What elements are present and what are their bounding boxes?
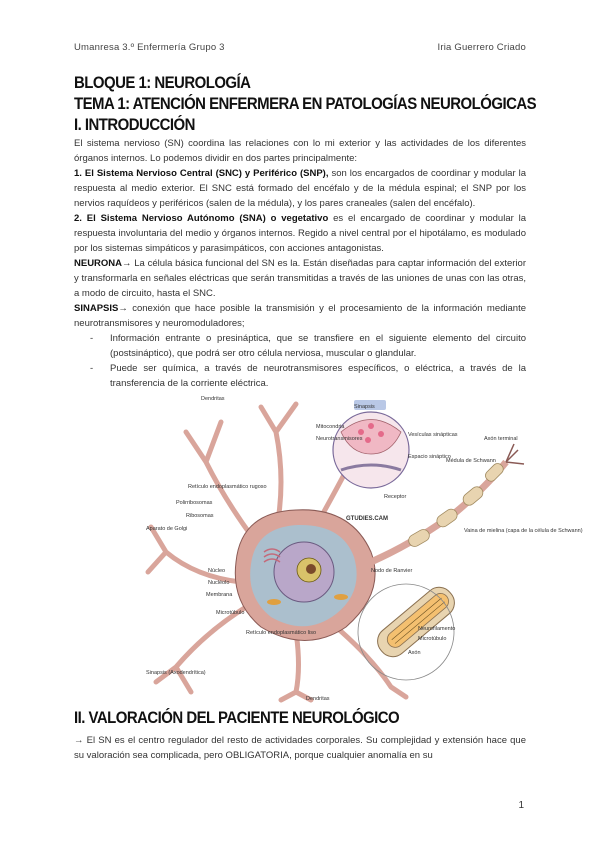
main-content [74, 72, 537, 391]
neurona-bold: NEURONA→ [74, 258, 132, 269]
label-axon: Axón [408, 650, 421, 656]
sna-text: es el encargado de coordinar y modular la respuesta involuntaria del medio y órganos internos. Regido a nivel central por el hipotálamo, es modulado por los sistemas simpáticos y parasimpáticos, con acciones antagonistas. [74, 213, 527, 254]
snc-paragraph [74, 166, 526, 211]
label-axon-terminal: Axón terminal [484, 436, 518, 442]
sinapsis-paragraph [74, 301, 526, 331]
sna-bold: 2. El Sistema Nervioso Autónomo (SNA) o vegetativo [74, 213, 329, 224]
page-number: 1 [518, 800, 524, 811]
header-right: Iria Guerrero Criado [437, 42, 526, 53]
label-neurotransmisores: Neurotransmisores [316, 436, 363, 442]
list-item: - Información entrante o presináptica, que se transfiere en el siguiente elemento del circuito (postsináptico), que podrá ser otro célula nerviosa, muscular o glandular. [110, 331, 526, 361]
tema-title: TEMA 1: ATENCIÓN ENFERMERA EN PATOLOGÍAS NEUROLÓGICAS [74, 94, 537, 113]
label-golgi: Aparato de Golgi [146, 526, 188, 532]
neurona-text: La célula básica funcional del SN es la. Están diseñadas para captar información del exterior y transformarla en señales eléctricas que serán transmitidas a través de las uniones de unas con las otras, a modo de circuito, hasta el SNC. [74, 258, 526, 299]
block-title: BLOQUE 1: NEUROLOGÍA [74, 73, 251, 92]
label-sinapsis: Sinapsis [354, 404, 375, 410]
label-sinapsis-axo: Sinapsis (Axodendrítica) [146, 670, 206, 676]
label-receptor: Receptor [384, 494, 407, 500]
label-microtubulo: Microtúbulo [216, 610, 245, 616]
intro-paragraph: El sistema nervioso (SN) coordina las relaciones con lo mi exterior y las actividades de los diferentes órganos internos. Lo podemos dividir en dos partes principalmente: [74, 138, 526, 164]
label-vaina: Vaina de mielina (capa de la célula de Schwann) [464, 528, 583, 534]
label-reticulo-liso: Retículo endoplasmático liso [246, 630, 317, 636]
label-neurofilamento: Neurofilamento [418, 626, 456, 632]
label-nucleolo: Nucléolo [208, 580, 230, 586]
label-polirribosomas: Polirribosomas [176, 500, 213, 506]
label-microtubulo2: Microtúbulo [418, 636, 447, 642]
header-left: Umanresa 3.º Enfermería Grupo 3 [74, 42, 225, 53]
section1-title: I. INTRODUCCIÓN [74, 115, 195, 134]
label-mitocondria: Mitocondria [316, 424, 345, 430]
neuron-illustration [146, 392, 583, 702]
label-ribosomas: Ribosomas [186, 513, 214, 519]
label-medula: Médula de Schwann [446, 458, 496, 464]
label-nodo: Nodo de Ranvier [371, 568, 413, 574]
label-reticulo: Retículo endoplasmático rugoso [188, 484, 267, 490]
label-espacio: Espacio sináptico [408, 454, 451, 460]
label-vesiculas: Vesículas sinápticas [408, 432, 458, 438]
sinapsis-bold: SINAPSIS→ [74, 303, 128, 314]
section2-title: II. VALORACIÓN DEL PACIENTE NEUROLÓGICO [74, 708, 400, 727]
section2-paragraph: → El SN es el centro regulador del resto de actividades corporales. Su complejidad y extensión hace que su valoración sea complicada, pero OBLIGATORIA, porque cualquier anomalía en su [74, 735, 526, 761]
neurona-paragraph [74, 256, 526, 301]
sinapsis-list [74, 331, 526, 391]
label-nucleo: Núcleo [208, 568, 226, 574]
watermark-label: GTUDIES.CAM [346, 516, 388, 522]
snc-bold: 1. El Sistema Nervioso Central (SNC) y Periférico (SNP), [74, 168, 329, 179]
sinapsis-text: conexión que hace posible la transmisión y el procesamiento de la información mediante neurotransmisores y neuromoduladores; [74, 303, 526, 329]
label-membrana: Membrana [206, 592, 233, 598]
label-dendritas-bottom: Dendritas [306, 696, 330, 702]
sna-paragraph [74, 211, 526, 256]
list-item: - Puede ser química, a través de neurotransmisores específicos, o eléctrica, a través de la transferencia de la corriente eléctrica. [110, 361, 526, 391]
label-dendritas: Dendritas [201, 396, 225, 402]
snc-text: son los encargados de coordinar y modular la respuesta al medio exterior. El SNC está formado del encéfalo y de la médula espinal; el SNP por los nervios raquídeos y periféricos (salen de la médula), y los pares craneales (salen del encéfalo). [74, 168, 526, 209]
